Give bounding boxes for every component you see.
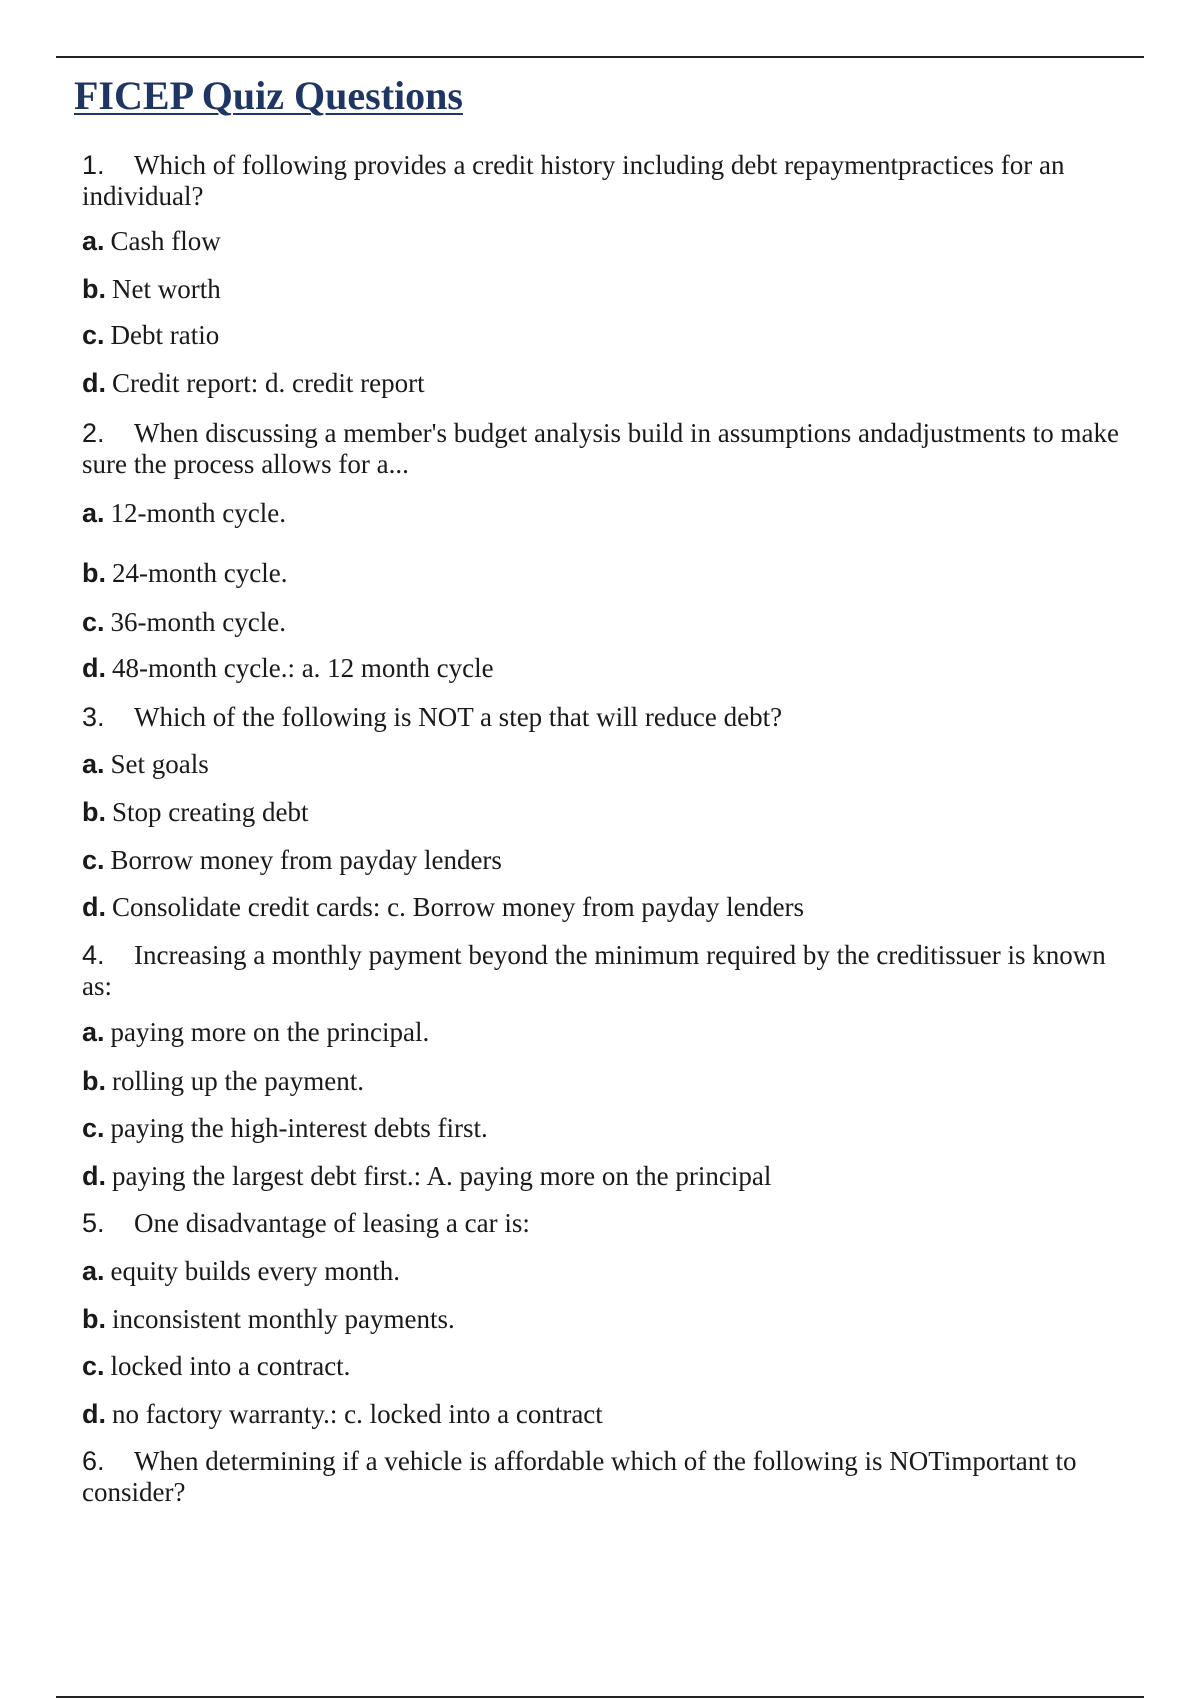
option-text: equity builds every month. (110, 1256, 400, 1286)
option-letter: c. (82, 1351, 105, 1381)
question-4 (82, 940, 1142, 1002)
question-number: 2. (82, 418, 105, 448)
option-letter: b. (82, 274, 106, 304)
option-3b (82, 797, 308, 828)
question-1 (82, 150, 1142, 212)
option-1b (82, 274, 221, 305)
option-letter: a. (82, 1017, 105, 1047)
option-3a (82, 749, 209, 780)
option-text: Stop creating debt (112, 797, 309, 827)
option-4d (82, 1161, 771, 1192)
option-5c (82, 1351, 350, 1382)
option-letter: b. (82, 797, 106, 827)
option-letter: a. (82, 749, 105, 779)
option-4a (82, 1017, 429, 1048)
option-5d (82, 1399, 603, 1430)
option-letter: a. (82, 226, 105, 256)
option-3d (82, 892, 804, 923)
question-number: 1. (82, 150, 105, 180)
option-text: 36-month cycle. (110, 607, 286, 637)
question-text: Which of the following is NOT a step that will reduce debt? (134, 702, 783, 732)
option-letter: d. (82, 1161, 106, 1191)
option-2d (82, 653, 494, 684)
option-letter: b. (82, 1066, 106, 1096)
option-letter: d. (82, 368, 106, 398)
option-5a (82, 1256, 400, 1287)
option-letter: c. (82, 320, 105, 350)
question-number: 4. (82, 940, 105, 970)
option-text: Debt ratio (110, 320, 220, 350)
option-1d (82, 368, 425, 399)
option-text: inconsistent monthly payments. (112, 1304, 455, 1334)
option-text: Net worth (112, 274, 221, 304)
option-text: no factory warranty.: c. locked into a contract (112, 1399, 603, 1429)
question-5 (82, 1208, 1142, 1239)
option-text: Set goals (110, 749, 209, 779)
question-2 (82, 418, 1142, 480)
page-title: FICEP Quiz Questions (74, 73, 463, 118)
option-5b (82, 1304, 455, 1335)
question-3 (82, 702, 1142, 733)
option-text: Borrow money from payday lenders (110, 845, 502, 875)
option-letter: a. (82, 1256, 105, 1286)
option-letter: d. (82, 653, 106, 683)
option-letter: c. (82, 607, 105, 637)
option-text: 48-month cycle.: a. 12 month cycle (112, 653, 494, 683)
bottom-rule (56, 1696, 1144, 1698)
option-letter: a. (82, 498, 105, 528)
question-number: 6. (82, 1446, 105, 1476)
option-letter: c. (82, 1113, 105, 1143)
option-2c (82, 607, 286, 638)
top-rule (56, 56, 1144, 58)
option-3c (82, 845, 502, 876)
option-letter: b. (82, 1304, 106, 1334)
option-letter: c. (82, 845, 105, 875)
option-text: 24-month cycle. (112, 558, 288, 588)
option-2a (82, 498, 286, 529)
question-text: When determining if a vehicle is affordable which of the following is NOTimportant to consider? (82, 1446, 1077, 1507)
option-text: paying more on the principal. (110, 1017, 430, 1047)
option-text: paying the largest debt first.: A. paying more on the principal (112, 1161, 772, 1191)
option-text: 12-month cycle. (110, 498, 286, 528)
question-number: 5. (82, 1208, 105, 1238)
option-letter: d. (82, 1399, 106, 1429)
option-letter: d. (82, 892, 106, 922)
option-2b (82, 558, 287, 589)
question-text: One disadvantage of leasing a car is: (134, 1208, 530, 1238)
option-1a (82, 226, 221, 257)
option-text: Credit report: d. credit report (112, 368, 425, 398)
option-text: Consolidate credit cards: c. Borrow money from payday lenders (112, 892, 805, 922)
option-1c (82, 320, 219, 351)
option-text: Cash flow (110, 226, 221, 256)
option-text: locked into a contract. (110, 1351, 351, 1381)
question-number: 3. (82, 702, 105, 732)
option-letter: b. (82, 558, 106, 588)
option-4b (82, 1066, 364, 1097)
option-4c (82, 1113, 488, 1144)
question-text: Increasing a monthly payment beyond the minimum required by the creditissuer is known as: (82, 940, 1106, 1001)
option-text: rolling up the payment. (112, 1066, 364, 1096)
option-text: paying the high-interest debts first. (110, 1113, 488, 1143)
question-text: When discussing a member's budget analysis build in assumptions andadjustments to make sure the process allows for a... (82, 418, 1119, 479)
question-6 (82, 1446, 1142, 1508)
question-text: Which of following provides a credit history including debt repaymentpractices for an individual? (82, 150, 1065, 211)
